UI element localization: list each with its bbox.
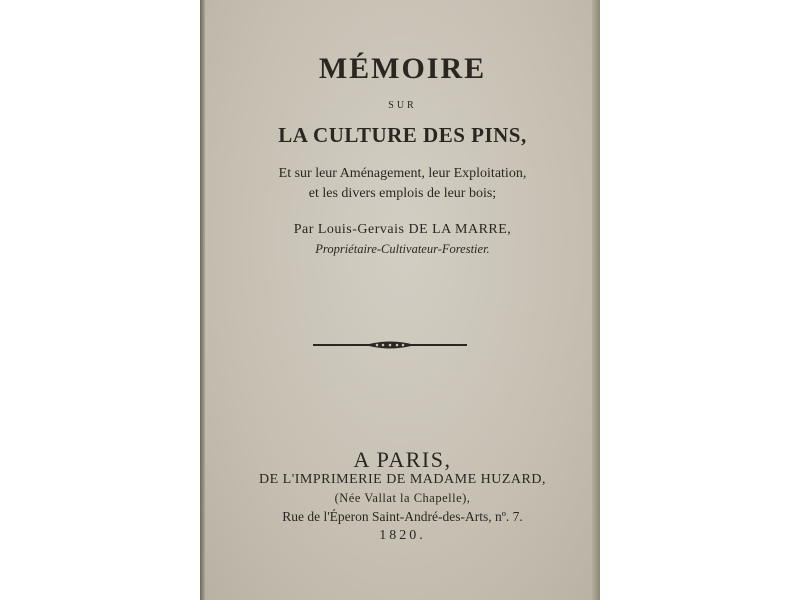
author-line: Par Louis-Gervais DE LA MARRE, bbox=[293, 222, 512, 237]
imprint-printer-note: (Née Vallat la Chapelle), bbox=[334, 491, 471, 505]
subtitle-line-2: et les divers emplois de leur bois; bbox=[308, 186, 497, 201]
author-role: Propriétaire-Cultivateur-Forestier. bbox=[315, 242, 490, 256]
subtitle-line-1: Et sur leur Aménagement, leur Exploitation, bbox=[278, 166, 527, 181]
book-title: MÉMOIRE bbox=[318, 52, 487, 85]
page-fore-edge bbox=[592, 0, 600, 600]
imprint-year: 1820. bbox=[379, 528, 426, 543]
book-subtitle: LA CULTURE DES PINS, bbox=[278, 123, 527, 147]
title-page bbox=[205, 0, 600, 600]
imprint-address: Rue de l'Éperon Saint-André-des-Arts, nº. 7. bbox=[282, 509, 523, 524]
imprint-city: A PARIS, bbox=[353, 447, 452, 472]
imprint-printer: DE L'IMPRIMERIE DE MADAME HUZARD, bbox=[259, 472, 546, 487]
ornament-rule bbox=[313, 337, 467, 353]
title-connector: SUR bbox=[388, 100, 417, 111]
